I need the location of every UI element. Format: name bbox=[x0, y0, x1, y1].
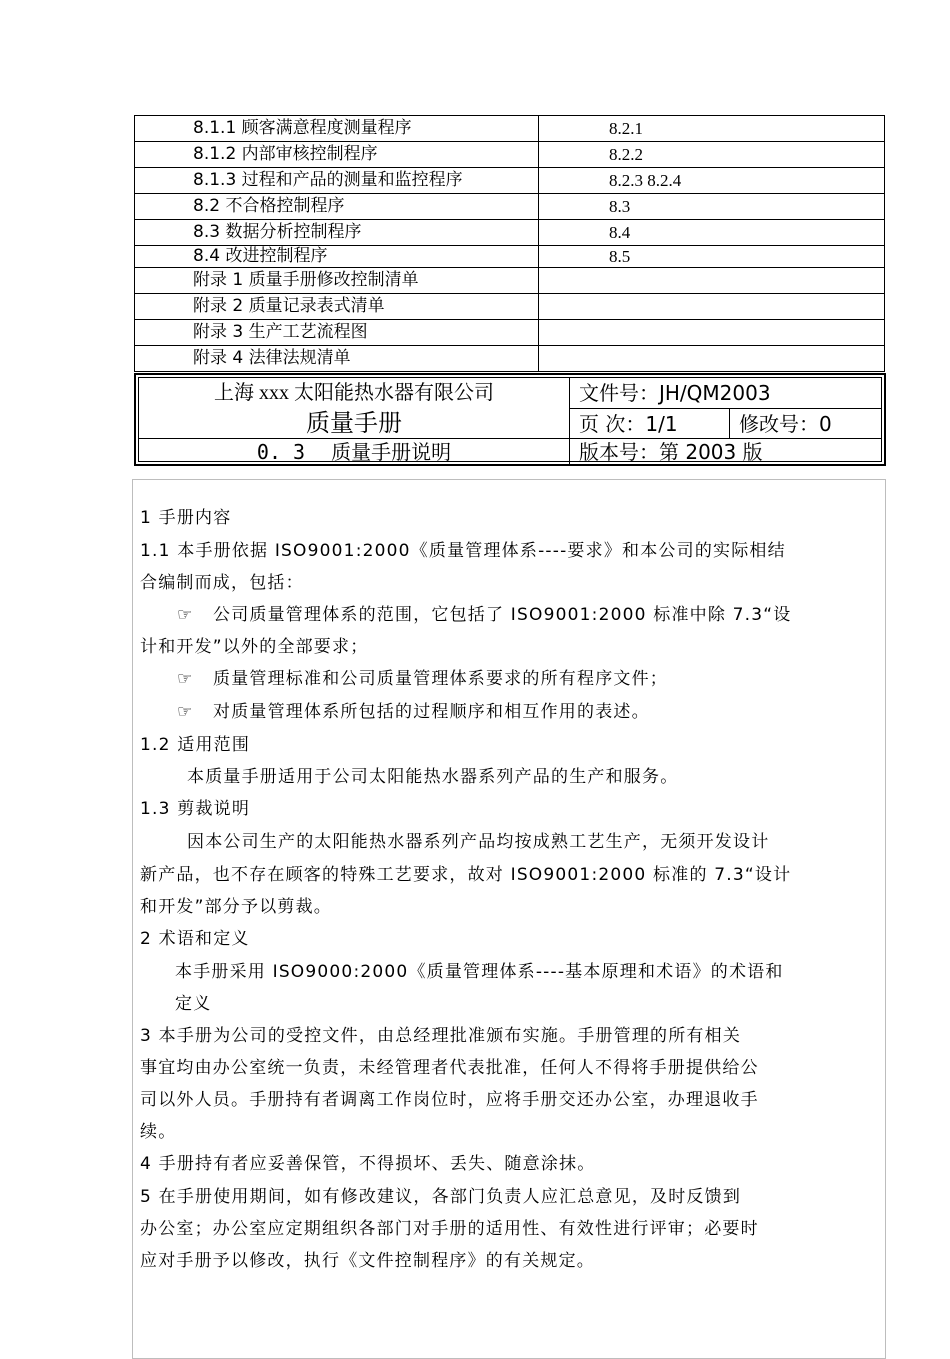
toc-title: 8.4 改进控制程序 bbox=[135, 246, 539, 268]
section-heading bbox=[139, 438, 569, 465]
toc-row bbox=[135, 142, 885, 168]
body-line: 因本公司生产的太阳能热水器系列产品均按成熟工艺生产，无须开发设计 bbox=[187, 832, 770, 852]
revision-number: 修改号：0 bbox=[729, 408, 881, 438]
version-number: 版本号：第 2003 版 bbox=[569, 438, 881, 465]
toc-clause: 8.2.2 bbox=[539, 142, 885, 168]
toc-title: 附录 3 生产工艺流程图 bbox=[135, 320, 539, 346]
toc-clause: 8.5 bbox=[539, 246, 885, 268]
body-line: 司以外人员。手册持有者调离工作岗位时，应将手册交还办公室，办理退收手 bbox=[140, 1090, 759, 1110]
pointing-hand-icon: ☞ bbox=[177, 702, 194, 722]
document-header bbox=[134, 373, 886, 466]
section-number: 0. 3 bbox=[256, 440, 306, 464]
toc-row bbox=[135, 116, 885, 142]
toc-row bbox=[135, 220, 885, 246]
section-title: 质量手册说明 bbox=[331, 440, 452, 464]
body-line: 定义 bbox=[175, 994, 212, 1014]
manual-title: 质量手册 bbox=[306, 409, 402, 437]
toc-title: 8.3 数据分析控制程序 bbox=[135, 220, 539, 246]
toc-row bbox=[135, 168, 885, 194]
bullet-item bbox=[177, 599, 919, 631]
toc-title: 8.2 不合格控制程序 bbox=[135, 194, 539, 220]
bullet-text: 公司质量管理体系的范围，它包括了 ISO9001:2000 标准中除 7.3“设 bbox=[213, 605, 792, 625]
toc-row bbox=[135, 346, 885, 372]
manual-body bbox=[132, 479, 886, 1359]
pointing-hand-icon: ☞ bbox=[177, 605, 194, 625]
body-line: 新产品，也不存在顾客的特殊工艺要求，故对 ISO9001:2000 标准的 7.3“设计 bbox=[140, 865, 792, 885]
document-header-inner bbox=[138, 377, 882, 462]
toc-clause: 8.2.3 8.2.4 bbox=[539, 168, 885, 194]
body-line: 5 在手册使用期间，如有修改建议，各部门负责人应汇总意见，及时反馈到 bbox=[140, 1187, 742, 1207]
toc-clause bbox=[539, 268, 885, 294]
body-line: 1 手册内容 bbox=[140, 508, 232, 528]
toc-title: 8.1.2 内部审核控制程序 bbox=[135, 142, 539, 168]
body-line: 本手册采用 ISO9000:2000《质量管理体系----基本原理和术语》的术语和 bbox=[175, 962, 784, 982]
pointing-hand-icon: ☞ bbox=[177, 669, 194, 689]
body-line: 应对手册予以修改，执行《文件控制程序》的有关规定。 bbox=[140, 1251, 595, 1271]
body-line: 事宜均由办公室统一负责，未经管理者代表批准，任何人不得将手册提供给公 bbox=[140, 1058, 759, 1078]
toc-title: 8.1.3 过程和产品的测量和监控程序 bbox=[135, 168, 539, 194]
page-count: 页 次：1/1 bbox=[569, 408, 729, 438]
bullet-item bbox=[177, 696, 919, 728]
body-line: 1.3 剪裁说明 bbox=[140, 799, 251, 819]
toc-clause: 8.4 bbox=[539, 220, 885, 246]
toc-row bbox=[135, 268, 885, 294]
toc-clause bbox=[539, 320, 885, 346]
toc-clause: 8.2.1 bbox=[539, 116, 885, 142]
body-line: 计和开发”以外的全部要求； bbox=[140, 637, 369, 657]
toc-clause bbox=[539, 346, 885, 372]
body-line: 本质量手册适用于公司太阳能热水器系列产品的生产和服务。 bbox=[187, 767, 679, 787]
toc-title: 附录 4 法律法规清单 bbox=[135, 346, 539, 372]
bullet-text: 质量管理标准和公司质量管理体系要求的所有程序文件； bbox=[213, 669, 668, 689]
body-line: 续。 bbox=[140, 1122, 177, 1142]
company-name: 上海 xxx 太阳能热水器有限公司 bbox=[214, 382, 494, 404]
toc-title: 附录 1 质量手册修改控制清单 bbox=[135, 268, 539, 294]
toc-clause: 8.3 bbox=[539, 194, 885, 220]
toc-clause bbox=[539, 294, 885, 320]
toc-row bbox=[135, 246, 885, 268]
toc-row bbox=[135, 294, 885, 320]
bullet-text: 对质量管理体系所包括的过程顺序和相互作用的表述。 bbox=[213, 702, 650, 722]
document-number: 文件号：JH/QM2003 bbox=[569, 378, 881, 408]
body-line: 和开发”部分予以剪裁。 bbox=[140, 897, 333, 917]
bullet-item bbox=[177, 663, 919, 695]
toc-title: 8.1.1 顾客满意程度测量程序 bbox=[135, 116, 539, 142]
body-line: 1.2 适用范围 bbox=[140, 735, 251, 755]
body-line: 4 手册持有者应妥善保管，不得损坏、丢失、随意涂抹。 bbox=[140, 1154, 596, 1174]
body-line: 办公室；办公室应定期组织各部门对手册的适用性、有效性进行评审；必要时 bbox=[140, 1219, 759, 1239]
toc-row bbox=[135, 320, 885, 346]
body-line: 合编制而成，包括： bbox=[140, 573, 304, 593]
toc-row bbox=[135, 194, 885, 220]
contents-table bbox=[134, 115, 885, 372]
toc-title: 附录 2 质量记录表式清单 bbox=[135, 294, 539, 320]
body-line: 1.1 本手册依据 ISO9001:2000《质量管理体系----要求》和本公司的实际相结 bbox=[140, 541, 786, 561]
body-line: 3 本手册为公司的受控文件，由总经理批准颁布实施。手册管理的所有相关 bbox=[140, 1026, 742, 1046]
body-line: 2 术语和定义 bbox=[140, 929, 250, 949]
